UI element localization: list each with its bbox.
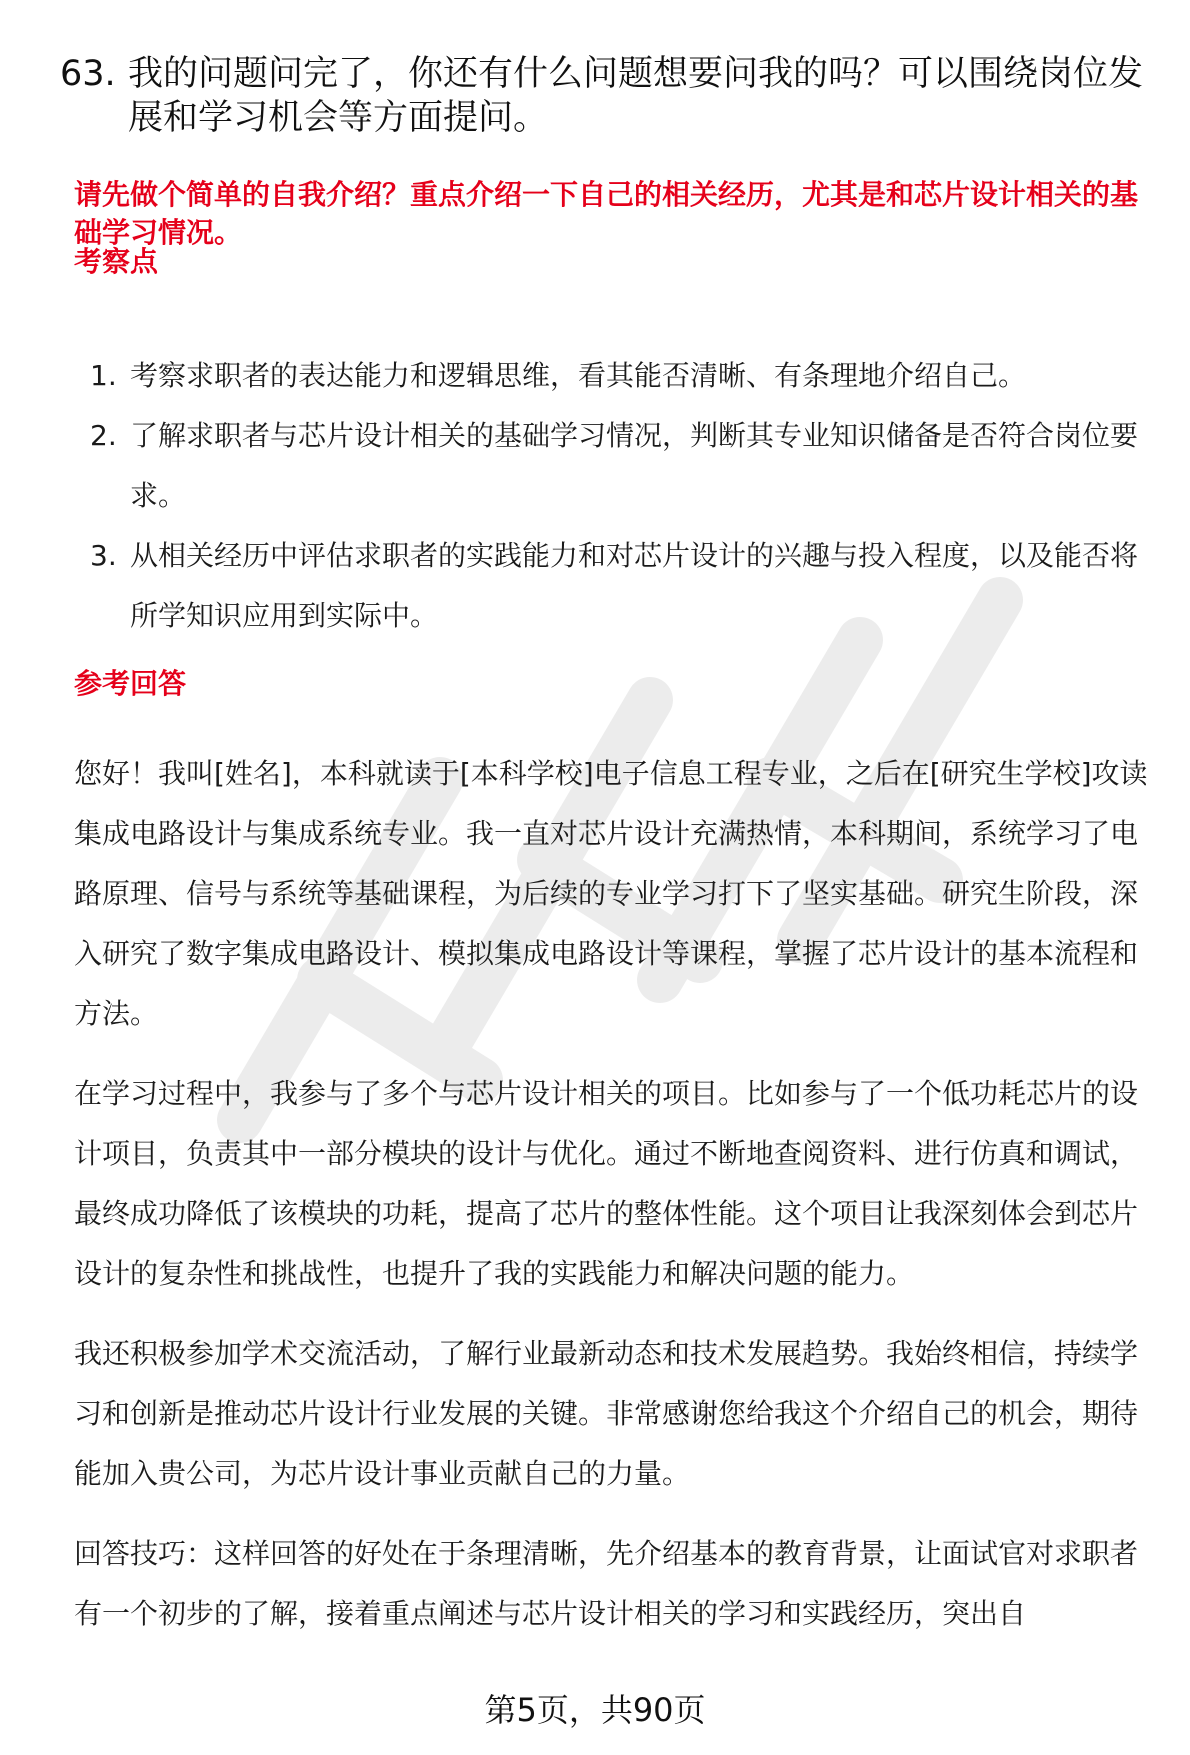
question-number: 63. [60,54,116,94]
interview-question: 请先做个简单的自我介绍？重点介绍一下自己的相关经历，尤其是和芯片设计相关的基础学习情况。 [74,178,1139,249]
page-footer: 第5页，共90页 [484,1691,706,1729]
answer-heading: 参考回答 [74,667,187,700]
list-item-number: 3. [90,539,117,572]
list-item [90,346,1160,406]
points-list [90,346,1160,646]
answer-paragraph: 我还积极参加学术交流活动，了解行业最新动态和技术发展趋势。我始终相信，持续学习和创新是推动芯片设计行业发展的关键。非常感谢您给我这个介绍自己的机会，期待能加入贵公司，为芯片设计事业贡献自己的力量。 [74,1337,1139,1490]
question-text: 我的问题问完了，你还有什么问题想要问我的吗？可以围绕岗位发展和学习机会等方面提问。 [128,54,1144,138]
list-item [90,406,1160,526]
answer-paragraph: 在学习过程中，我参与了多个与芯片设计相关的项目。比如参与了一个低功耗芯片的设计项目，负责其中一部分模块的设计与优化。通过不断地查阅资料、进行仿真和调试，最终成功降低了该模块的功耗，提高了芯片的整体性能。这个项目让我深刻体会到芯片设计的复杂性和挑战性，也提升了我的实践能力和解决问题的能力。 [74,1077,1139,1290]
list-item-text: 了解求职者与芯片设计相关的基础学习情况，判断其专业知识储备是否符合岗位要求。 [130,419,1139,512]
points-heading: 考察点 [74,245,159,278]
list-item-number: 2. [90,419,117,452]
question-title [60,52,1150,140]
list-item-text: 考察求职者的表达能力和逻辑思维，看其能否清晰、有条理地介绍自己。 [130,359,1027,392]
list-item [90,526,1160,646]
answer-tips: 回答技巧：这样回答的好处在于条理清晰，先介绍基本的教育背景，让面试官对求职者有一个初步的了解，接着重点阐述与芯片设计相关的学习和实践经历，突出自 [74,1537,1139,1630]
list-item-number: 1. [90,359,117,392]
list-item-text: 从相关经历中评估求职者的实践能力和对芯片设计的兴趣与投入程度，以及能否将所学知识应用到实际中。 [130,539,1139,632]
answer-paragraph: 您好！我叫[姓名]，本科就读于[本科学校]电子信息工程专业，之后在[研究生学校]攻读集成电路设计与集成系统专业。我一直对芯片设计充满热情，本科期间，系统学习了电路原理、信号与系统等基础课程，为后续的专业学习打下了坚实基础。研究生阶段，深入研究了数字集成电路设计、模拟集成电路设计等课程，掌握了芯片设计的基本流程和方法。 [74,757,1148,1030]
